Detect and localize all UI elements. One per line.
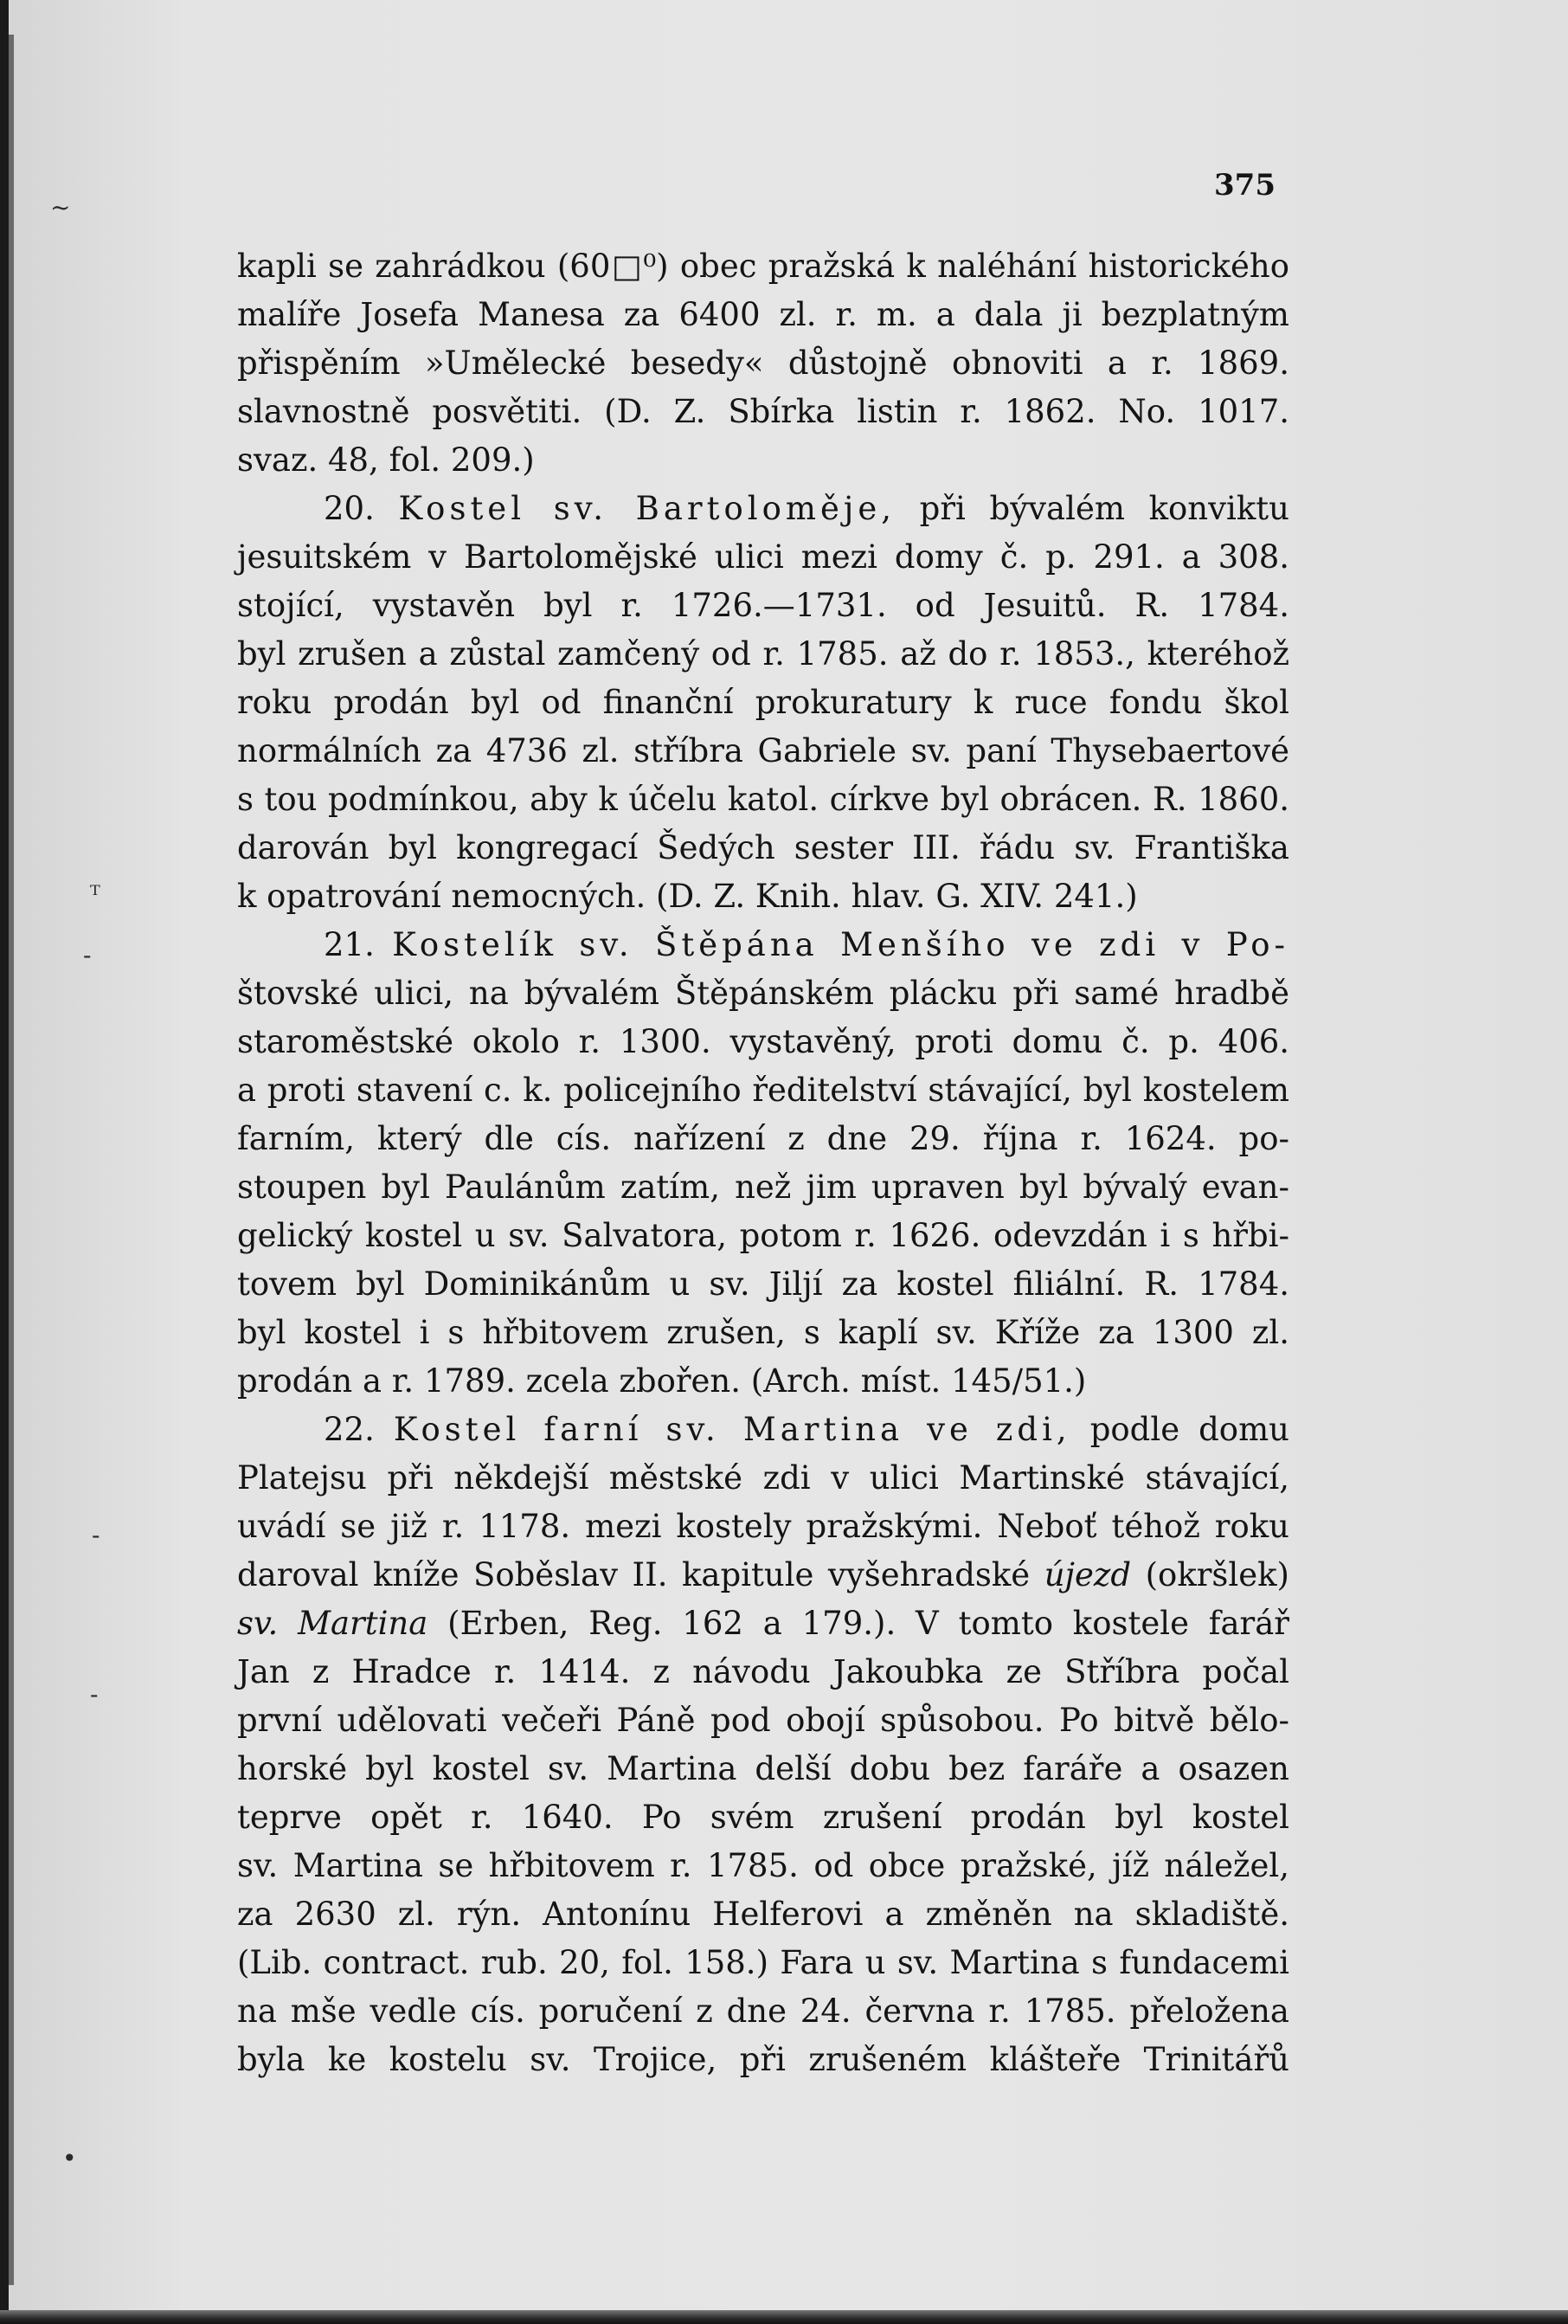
text-line: horské byl kostel sv. Martina delší dobu bez faráře a osazen [237,1750,1289,1787]
page-number: 375 [1214,168,1276,203]
text-line [237,1600,1289,1648]
line-text: při bývalém konviktu [895,490,1289,527]
body-text [237,242,1289,2084]
text-line: k opatrování nemocných. (D. Z. Knih. hlav. G. XIV. 241.) [237,878,1138,915]
section-number: 21. [324,926,393,963]
section-number: 20. [324,490,399,527]
text-line: kapli se zahrádkou (60□⁰) obec pražská k naléhání historického [237,248,1289,285]
text-line: stojící, vystavěn byl r. 1726.—1731. od Jesuitů. R. 1784. [237,587,1289,624]
text-line: prodán a r. 1789. zcela zbořen. (Arch. míst. 145/51.) [237,1362,1087,1400]
line-text: (okršlek) [1131,1556,1289,1593]
text-line [237,485,1289,533]
text-line: uvádí se již r. 1178. mezi kostely pražskými. Neboť téhož roku [237,1508,1289,1545]
section-number: 22. [324,1411,394,1448]
margin-mark: - [90,1680,99,1709]
scan-left-shadow [9,35,14,2285]
text-line: za 2630 zl. rýn. Antonínu Helferovi a změněn na skladiště. [237,1896,1289,1933]
text-line: Jan z Hradce r. 1414. z návodu Jakoubka ze Stříbra počal [237,1653,1289,1690]
section-heading: Kostel sv. Bartoloměje, [398,490,896,527]
text-line: sv. Martina se hřbitovem r. 1785. od obce pražské, jíž náležel, [237,1847,1289,1884]
text-line: štovské ulici, na bývalém Štěpánském plácku při samé hradbě [237,975,1289,1012]
text-line: slavnostně posvětiti. (D. Z. Sbírka listin r. 1862. No. 1017. [237,393,1289,430]
text-line: Platejsu při někdejší městské zdi v ulici Martinské stávající, [237,1459,1289,1497]
text-line: na mše vedle cís. poručení z dne 24. června r. 1785. přeložena [237,1992,1289,2030]
text-line: byl zrušen a zůstal zamčený od r. 1785. až do r. 1853., kteréhož [237,635,1289,673]
margin-mark: • [62,2144,77,2173]
text-line: malíře Josefa Manesa za 6400 zl. r. m. a dala ji bezplatným [237,296,1289,333]
line-text: podle domu [1070,1411,1289,1448]
italic-term: újezd [1044,1556,1132,1593]
text-line: s tou podmínkou, aby k účelu katol. církve byl obrácen. R. 1860. [237,781,1289,818]
text-line: jesuitském v Bartolomějské ulici mezi domy č. p. 291. a 308. [237,538,1289,576]
text-line [237,1551,1289,1600]
text-line: svaz. 48, fol. 209.) [237,441,535,479]
text-line: byla ke kostelu sv. Trojice, při zrušeném klášteře Trinitářů [237,2041,1289,2078]
margin-mark: ~ [50,193,71,222]
section-heading: Kostelík sv. Štěpána Menšího ve zdi v Po- [392,926,1289,963]
line-text: (Erben, Reg. 162 a 179.). V tomto kostele farář [427,1605,1289,1642]
text-line: roku prodán byl od finanční prokuratury k ruce fondu škol [237,684,1289,721]
margin-mark: - [92,1521,100,1549]
text-line: stoupen byl Paulánům zatím, než jim upraven byl bývalý evan- [237,1168,1289,1206]
margin-mark: ᵀ [90,880,100,909]
text-line: tovem byl Dominikánům u sv. Jiljí za kostel filiální. R. 1784. [237,1265,1289,1303]
text-line: a proti stavení c. k. policejního ředitelství stávající, byl kostelem [237,1072,1289,1109]
text-line: normálních za 4736 zl. stříbra Gabriele sv. paní Thysebaertové [237,732,1289,769]
text-line: staroměstské okolo r. 1300. vystavěný, proti domu č. p. 406. [237,1023,1289,1060]
text-line: (Lib. contract. rub. 20, fol. 158.) Fara u sv. Martina s fundacemi [237,1944,1289,1981]
text-line: přispěním »Umělecké besedy« důstojně obnoviti a r. 1869. [237,344,1289,382]
italic-term: sv. Martina [237,1605,428,1642]
line-text: daroval kníže Soběslav II. kapitule vyšehradské [237,1556,1044,1593]
scan-left-edge [0,0,9,2324]
text-line: teprve opět r. 1640. Po svém zrušení prodán byl kostel [237,1799,1289,1836]
text-line: farním, který dle cís. nařízení z dne 29. října r. 1624. po- [237,1120,1289,1157]
text-line [237,1406,1289,1454]
scan-bottom-edge [0,2310,1568,2324]
text-line: byl kostel i s hřbitovem zrušen, s kaplí sv. Kříže za 1300 zl. [237,1314,1289,1351]
text-line: darován byl kongregací Šedých sester III. řádu sv. Františka [237,829,1289,866]
section-heading: Kostel farní sv. Martina ve zdi, [393,1411,1071,1448]
text-line [237,921,1289,969]
text-line: první udělovati večeři Páně pod obojí spůsobou. Po bitvě bělo- [237,1702,1289,1739]
margin-mark: - [83,941,92,969]
text-line: gelický kostel u sv. Salvatora, potom r. 1626. odevzdán i s hřbi- [237,1217,1289,1254]
